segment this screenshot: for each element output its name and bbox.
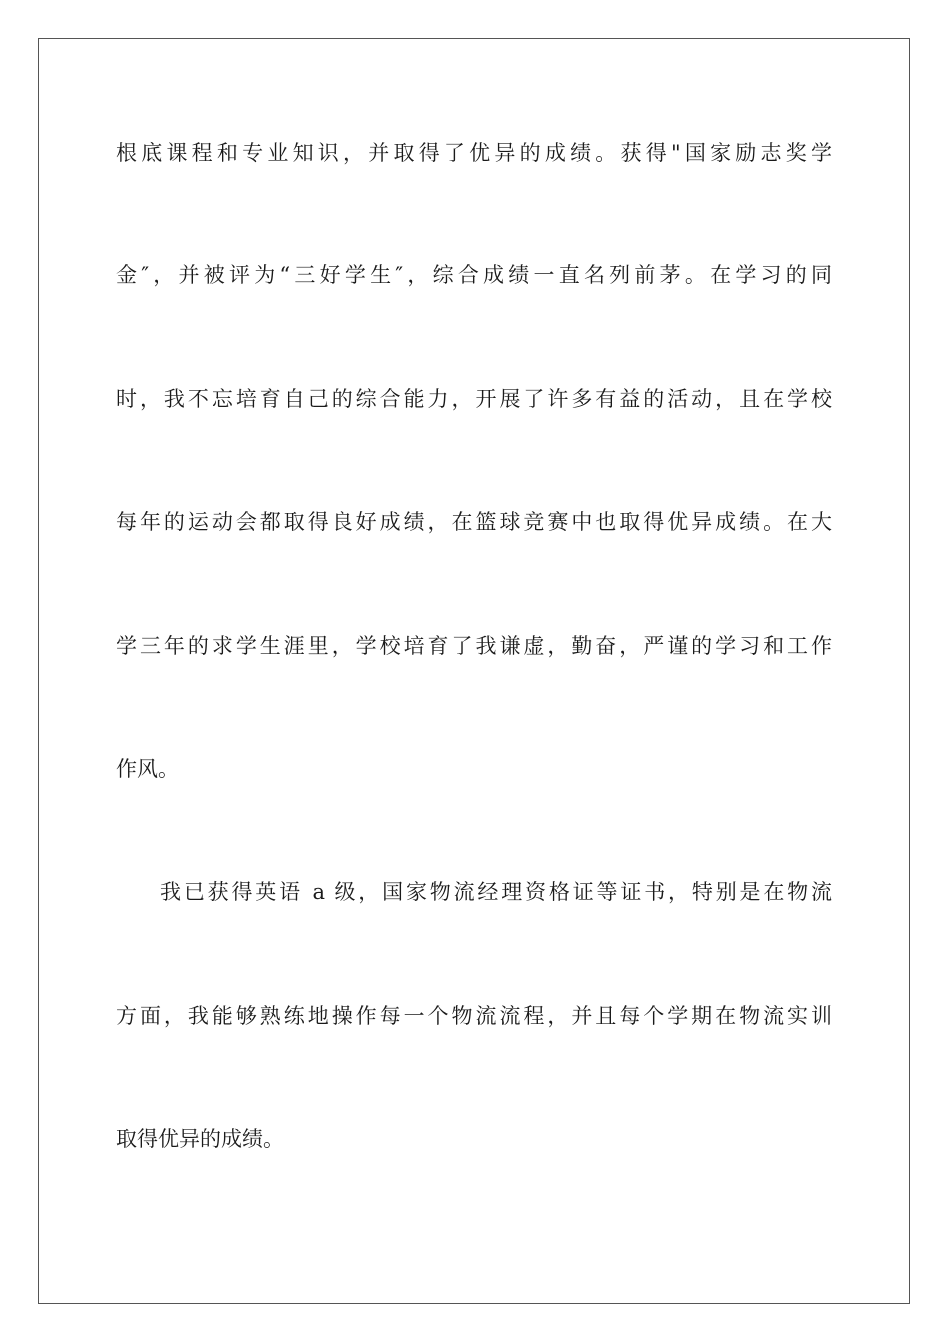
paragraph-1-line-3: 时，我不忘培育自己的综合能力，开展了许多有益的活动，且在学校 xyxy=(116,387,832,411)
paragraph-2-line-1: 我已获得英语 a 级，国家物流经理资格证等证书，特别是在物流 xyxy=(160,880,832,904)
paragraph-1-line-4: 每年的运动会都取得良好成绩，在篮球竞赛中也取得优异成绩。在大 xyxy=(116,510,832,534)
paragraph-1-line-5: 学三年的求学生涯里，学校培育了我谦虚，勤奋，严谨的学习和工作 xyxy=(116,634,832,658)
paragraph-1-line-6: 作风。 xyxy=(116,757,179,781)
paragraph-2-line-2: 方面，我能够熟练地操作每一个物流流程，并且每个学期在物流实训 xyxy=(116,1004,832,1028)
paragraph-1-line-2: 金″，并被评为“三好学生″，综合成绩一直名列前茅。在学习的同 xyxy=(116,263,832,287)
paragraph-2-line-3: 取得优异的成绩。 xyxy=(116,1127,284,1151)
page-frame xyxy=(38,38,910,1304)
paragraph-1-line-1: 根底课程和专业知识，并取得了优异的成绩。获得"国家励志奖学 xyxy=(116,141,832,165)
